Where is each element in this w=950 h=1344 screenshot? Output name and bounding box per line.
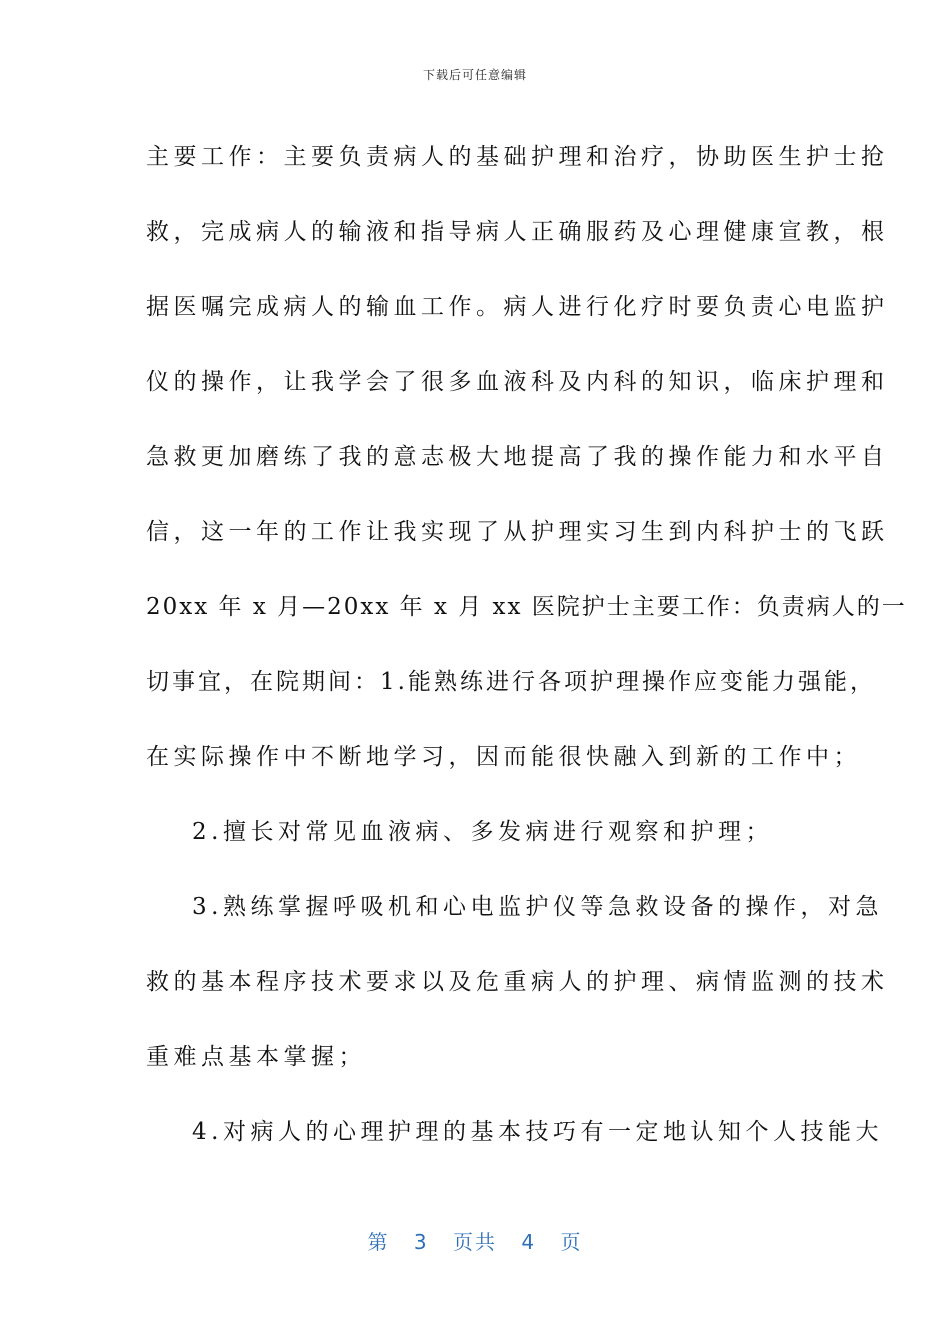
body-line: 救的基本程序技术要求以及危重病人的护理、病情监测的技术 [146,969,889,995]
footer-suffix: 页 [560,1230,583,1254]
document-body [146,120,907,1170]
body-line: 切事宜，在院期间：1.能熟练进行各项护理操作应变能力强能， [146,669,876,695]
body-line: 急救更加磨练了我的意志极大地提高了我的操作能力和水平自 [146,444,889,470]
total-pages-number: 4 [521,1230,537,1254]
body-line: 据医嘱完成病人的输血工作。病人进行化疗时要负责心电监护 [146,294,889,320]
body-line: 在实际操作中不断地学习，因而能很快融入到新的工作中； [146,744,861,770]
body-line: 20xx 年 x 月—20xx 年 x 月 xx 医院护士主要工作：负责病人的一 [146,594,907,620]
current-page-number: 3 [413,1230,429,1254]
list-item-3: 3.熟练掌握呼吸机和心电监护仪等急救设备的操作，对急 [192,894,883,920]
footer-middle: 页共 [453,1230,497,1254]
body-line: 主要工作：主要负责病人的基础护理和治疗，协助医生护士抢 [146,144,889,170]
list-item-2: 2.擅长对常见血液病、多发病进行观察和护理； [192,819,773,845]
footer-prefix: 第 [367,1230,390,1254]
page-footer [0,1226,950,1255]
body-line: 仪的操作，让我学会了很多血液科及内科的知识，临床护理和 [146,369,889,395]
page-header: 下载后可任意编辑 [422,68,527,82]
body-line: 重难点基本掌握； [146,1044,366,1070]
list-item-4: 4.对病人的心理护理的基本技巧有一定地认知个人技能大 [192,1119,883,1145]
body-line: 救，完成病人的输液和指导病人正确服药及心理健康宣教，根 [146,219,889,245]
body-line: 信，这一年的工作让我实现了从护理实习生到内科护士的飞跃 [146,519,889,545]
